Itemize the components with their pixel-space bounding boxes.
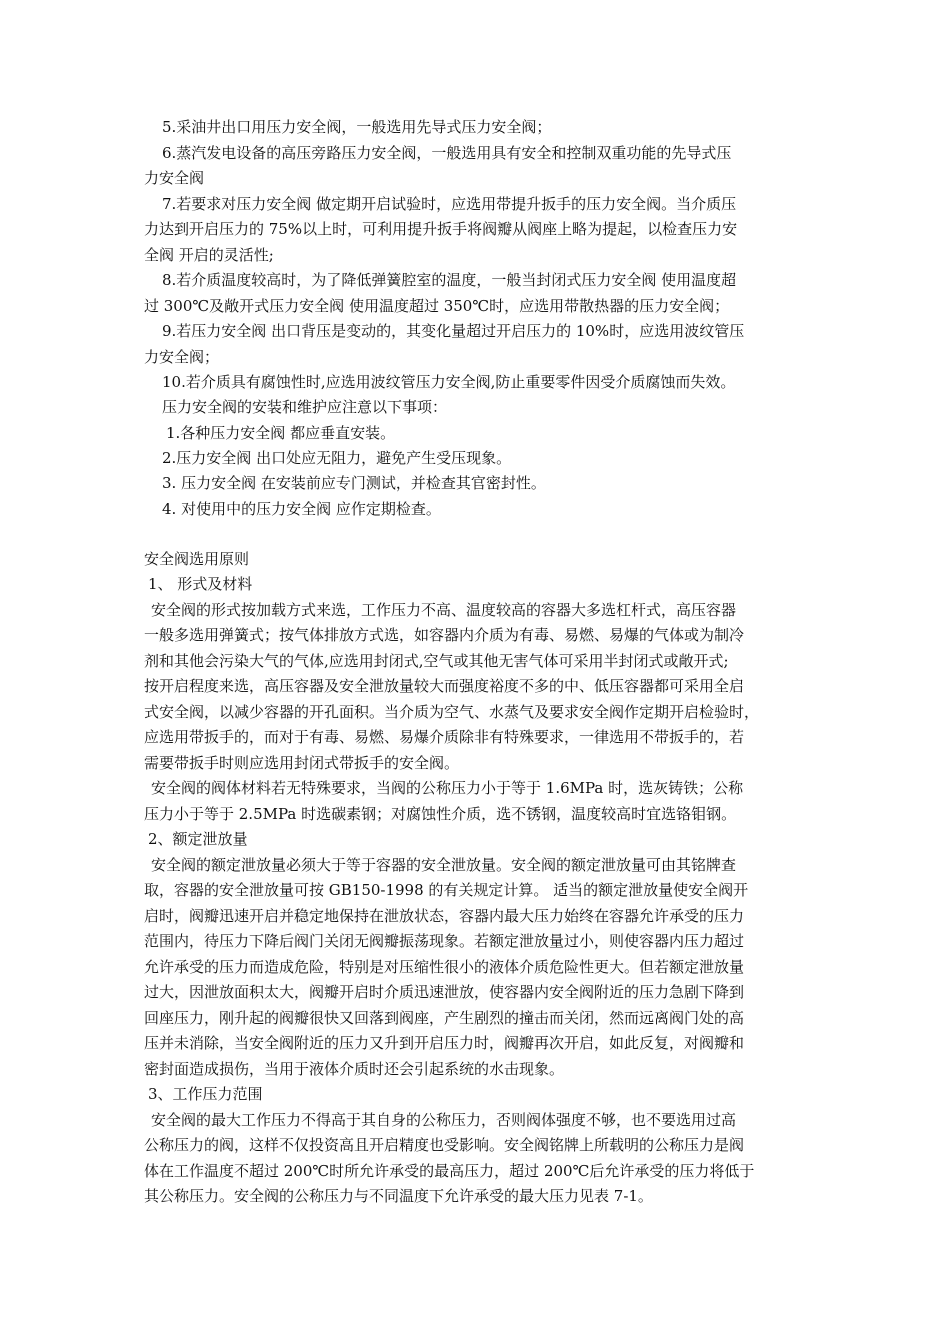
text-line: 压并未消除，当安全阀附近的压力又升到开启压力时，阀瓣再次开启，如此反复，对阀瓣和 [144, 1034, 745, 1052]
subsection-heading: 2、额定泄放量 [148, 830, 248, 848]
text-line: 过 300℃及敞开式压力安全阀 使用温度超过 350℃时，应选用带散热器的压力安全阀； [144, 297, 730, 315]
text-line: 一般多选用弹簧式；按气体排放方式选，如容器内介质为有毒、易燃、易爆的气体或为制冷 [144, 626, 745, 644]
text-line: 10.若介质具有腐蚀性时,应选用波纹管压力安全阀,防止重要零件因受介质腐蚀而失效。 [162, 373, 736, 391]
text-line: 安全阀的阀体材料若无特殊要求，当阀的公称压力小于等于 1.6MPa 时，选灰铸铁；公称 [151, 779, 744, 797]
text-line: 安全阀的形式按加载方式来选，工作压力不高、温度较高的容器大多选杠杆式，高压容器 [151, 601, 737, 619]
text-line: 过大，因泄放面积太大，阀瓣开启时介质迅速泄放，使容器内安全阀附近的压力急剧下降到 [144, 983, 745, 1001]
text-line: 启时，阀瓣迅速开启并稳定地保持在泄放状态，容器内最大压力始终在容器允许承受的压力 [144, 907, 745, 925]
text-line: 4. 对使用中的压力安全阀 应作定期检查。 [162, 500, 441, 518]
text-line: 需要带扳手时则应选用封闭式带扳手的安全阀。 [144, 754, 460, 772]
text-line: 应选用带扳手的，而对于有毒、易燃、易爆介质除非有特殊要求，一律选用不带扳手的，若 [144, 728, 745, 746]
text-line: 按开启程度来选，高压容器及安全泄放量较大而强度裕度不多的中、低压容器都可采用全启 [144, 677, 745, 695]
text-line: 压力安全阀的安装和维护应注意以下事项： [162, 398, 448, 416]
text-line: 回座压力，刚升起的阀瓣很快又回落到阀座，产生剧烈的撞击而关闭，然而远离阀门处的高 [144, 1009, 745, 1027]
text-line: 压力小于等于 2.5MPa 时选碳素钢；对腐蚀性介质，选不锈钢，温度较高时宜选铬钼钢。 [144, 805, 737, 823]
text-line: 2.压力安全阀 出口处应无阻力，避免产生受压现象。 [162, 449, 512, 467]
text-line: 1.各种压力安全阀 都应垂直安装。 [166, 424, 396, 442]
text-line: 取，容器的安全泄放量可按 GB150-1998 的有关规定计算。 适当的额定泄放量使安全阀开 [144, 881, 749, 899]
text-line: 剂和其他会污染大气的气体,应选用封闭式,空气或其他无害气体可采用半封闭式或敞开式; [144, 652, 729, 670]
text-line: 允许承受的压力而造成危险，特别是对压缩性很小的液体介质危险性更大。但若额定泄放量 [144, 958, 745, 976]
text-line: 式安全阀，以减少容器的开孔面积。当介质为空气、水蒸气及要求安全阀作定期开启检验时， [144, 703, 760, 721]
section-heading: 安全阀选用原则 [144, 550, 250, 568]
text-line: 力达到开启压力的 75%以上时，可利用提升扳手将阀瓣从阀座上略为提起，以检查压力安 [144, 220, 738, 238]
text-line: 5.采油井出口用压力安全阀，一般选用先导式压力安全阀； [162, 118, 552, 136]
text-line: 9.若压力安全阀 出口背压是变动的，其变化量超过开启压力的 10%时，应选用波纹管压 [162, 322, 745, 340]
text-line: 安全阀的额定泄放量必须大于等于容器的安全泄放量。安全阀的额定泄放量可由其铭牌查 [151, 856, 737, 874]
text-line: 6.蒸汽发电设备的高压旁路压力安全阀，一般选用具有安全和控制双重功能的先导式压 [162, 144, 732, 162]
text-line: 7.若要求对压力安全阀 做定期开启试验时，应选用带提升扳手的压力安全阀。当介质压 [162, 195, 737, 213]
text-line: 其公称压力。安全阀的公称压力与不同温度下允许承受的最大压力见表 7-1。 [144, 1187, 653, 1205]
text-line: 公称压力的阀，这样不仅投资高且开启精度也受影响。安全阀铭牌上所载明的公称压力是阀 [144, 1136, 745, 1154]
text-line: 全阀 开启的灵活性; [144, 246, 274, 264]
text-line: 3. 压力安全阀 在安装前应专门测试，并检查其官密封性。 [162, 474, 546, 492]
text-line: 体在工作温度不超过 200℃时所允许承受的最高压力，超过 200℃后允许承受的压力将低于 [144, 1162, 755, 1180]
subsection-heading: 3、工作压力范围 [148, 1085, 263, 1103]
text-line: 8.若介质温度较高时，为了降低弹簧腔室的温度，一般当封闭式压力安全阀 使用温度超 [162, 271, 737, 289]
text-line: 范围内，待压力下降后阀门关闭无阀瓣振荡现象。若额定泄放量过小，则使容器内压力超过 [144, 932, 745, 950]
text-line: 力安全阀 [144, 169, 205, 187]
subsection-heading: 1、 形式及材料 [148, 575, 253, 593]
text-line: 密封面造成损伤，当用于液体介质时还会引起系统的水击现象。 [144, 1060, 565, 1078]
text-line: 力安全阀； [144, 348, 220, 366]
text-line: 安全阀的最大工作压力不得高于其自身的公称压力，否则阀体强度不够，也不要选用过高 [151, 1111, 737, 1129]
